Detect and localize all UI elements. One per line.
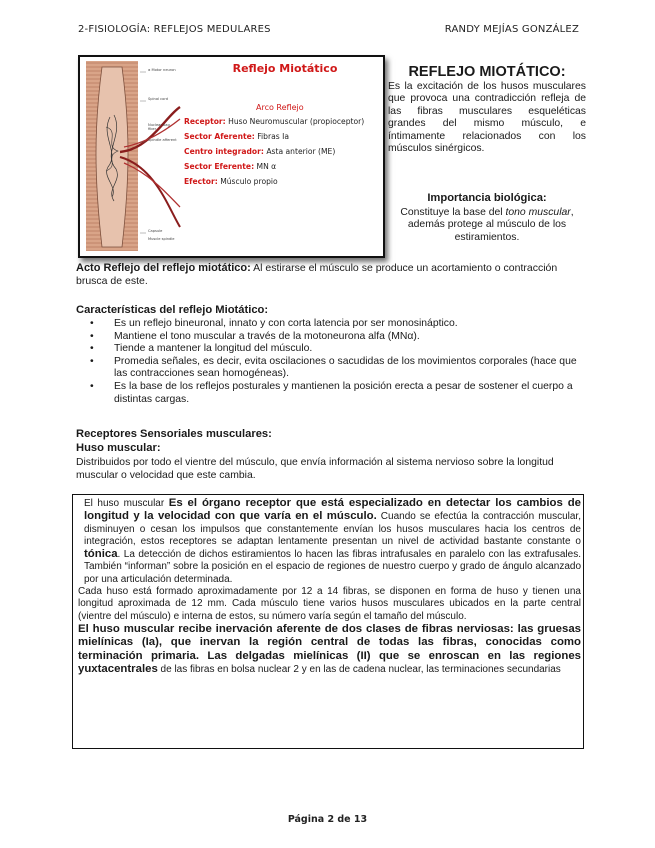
receptors-title: Receptores Sensoriales musculares: <box>76 428 272 440</box>
importance-text: Constituye la base del tono muscular, además protege al músculo de los estiramientos. <box>400 207 574 243</box>
header-right: RANDY MEJÍAS GONZÁLEZ <box>444 24 579 35</box>
arc-row-eferente: Sector Eferente: MN α <box>184 162 277 171</box>
label-muscle-spindle: Muscle spindle <box>148 237 175 241</box>
box-paragraph-2: Cada huso está formado aproximadamente por 12 a 14 fibras, se disponen en forma de huso y tienen una longitud aproximada de 12 mm. Cada músculo tiene varios husos musculares ubicados en la parte central (vientre del músculo) e interna de estos, su número varía según el tamaño del músculo. <box>78 586 581 622</box>
list-item: • Es la base de los reflejos posturales y mantienen la posición erecta a pesar de sostener el cuerpo a distintas cargas. <box>90 381 580 406</box>
section-title-reflejo: REFLEJO MIOTÁTICO: <box>408 64 566 80</box>
definition-text: Es la excitación de los husos musculares que provoca una contradicción refleja de las fibras musculares esqueléticas grandes del mismo músculo, e íntimamente relacionados con los músculos sinérgicos. <box>388 81 586 155</box>
reflex-figure <box>78 55 385 258</box>
list-item: • Es un reflejo bineuronal, innato y con corta latencia por ser monosináptico. <box>90 318 580 331</box>
figure-title: Reflejo Miotático <box>232 62 338 75</box>
acto-reflejo-paragraph: Acto Reflejo del reflejo miotático: Al estirarse el músculo se produce un acortamiento o contracción brusca de este. <box>76 262 558 287</box>
huso-title: Huso muscular: <box>76 442 161 454</box>
info-box <box>78 497 581 676</box>
huso-text: Distribuidos por todo el vientre del músculo, que envía información al sistema nervioso sobre la longitud muscular o velocidad que este cambia. <box>76 457 554 481</box>
arc-row-aferente: Sector Aferente: Fibras Ia <box>184 132 290 141</box>
label-spinal-cord: Spinal cord <box>148 97 169 101</box>
characteristics-list <box>90 318 580 406</box>
muscle-spindle-illustration <box>80 57 383 256</box>
list-item: • Promedia señales, es decir, evita oscilaciones o sacudidas de los movimientos corporales (hace que las contracciones sean homogéneas). <box>90 356 580 381</box>
label-nuclear-bag: Nuclear bag fiber <box>148 123 170 131</box>
label-capsule: Capsule <box>148 229 163 233</box>
arc-row-centro: Centro integrador: Asta anterior (ME) <box>184 147 336 156</box>
arc-row-receptor: Receptor: Huso Neuromuscular (propioceptor) <box>184 117 365 126</box>
header-left: 2-FISIOLOGÍA: REFLEJOS MEDULARES <box>78 24 271 35</box>
page-number: Página 2 de 13 <box>287 814 368 825</box>
label-spindle-afferent: Spindle afferent <box>148 138 177 142</box>
arc-title: Arco Reflejo <box>256 103 304 112</box>
box-paragraph-1: El huso muscular Es el órgano receptor que está especializado en detectar los cambios de longitud y la velocidad con que varía en el músculo. Cuando se efectúa la contracción muscular, disminuyen o cesan los impulsos que constantemente envían los husos musculares hacia los centros de integración, estos receptores se adaptan lentamente presentan un nivel de actividad bastante constante o tónica. La detección de dichos estiramientos lo hacen las fibras intrafusales en paralelo con las extrafusales. También “informan” sobre la posición en el espacio de regiones de nuestro cuerpo y grado de ángulo alcanzado por una articulación determinada. <box>84 497 581 585</box>
list-item: • Mantiene el tono muscular a través de la motoneurona alfa (MNα). <box>90 331 580 344</box>
list-item: • Tiende a mantener la longitud del músculo. <box>90 343 580 356</box>
importance-title: Importancia biológica: <box>427 192 547 204</box>
characteristics-title: Características del reflejo Miotático: <box>76 304 269 316</box>
box-paragraph-3: El huso muscular recibe inervación aferente de dos clases de fibras nerviosas: las gruesas mielínicas (Ia), que inervan la región central de todas las fibras, conocidas como terminación primaria. Las delgadas mielínicas (II) que se enroscan en las regiones yuxtacentrales de las fibras en bolsa nuclear 2 y en las de cadena nuclear, las terminaciones secundarias <box>78 622 581 675</box>
label-motor-neuron: α Motor neuron <box>148 68 176 72</box>
arc-row-efector: Efector: Músculo propio <box>184 177 278 186</box>
